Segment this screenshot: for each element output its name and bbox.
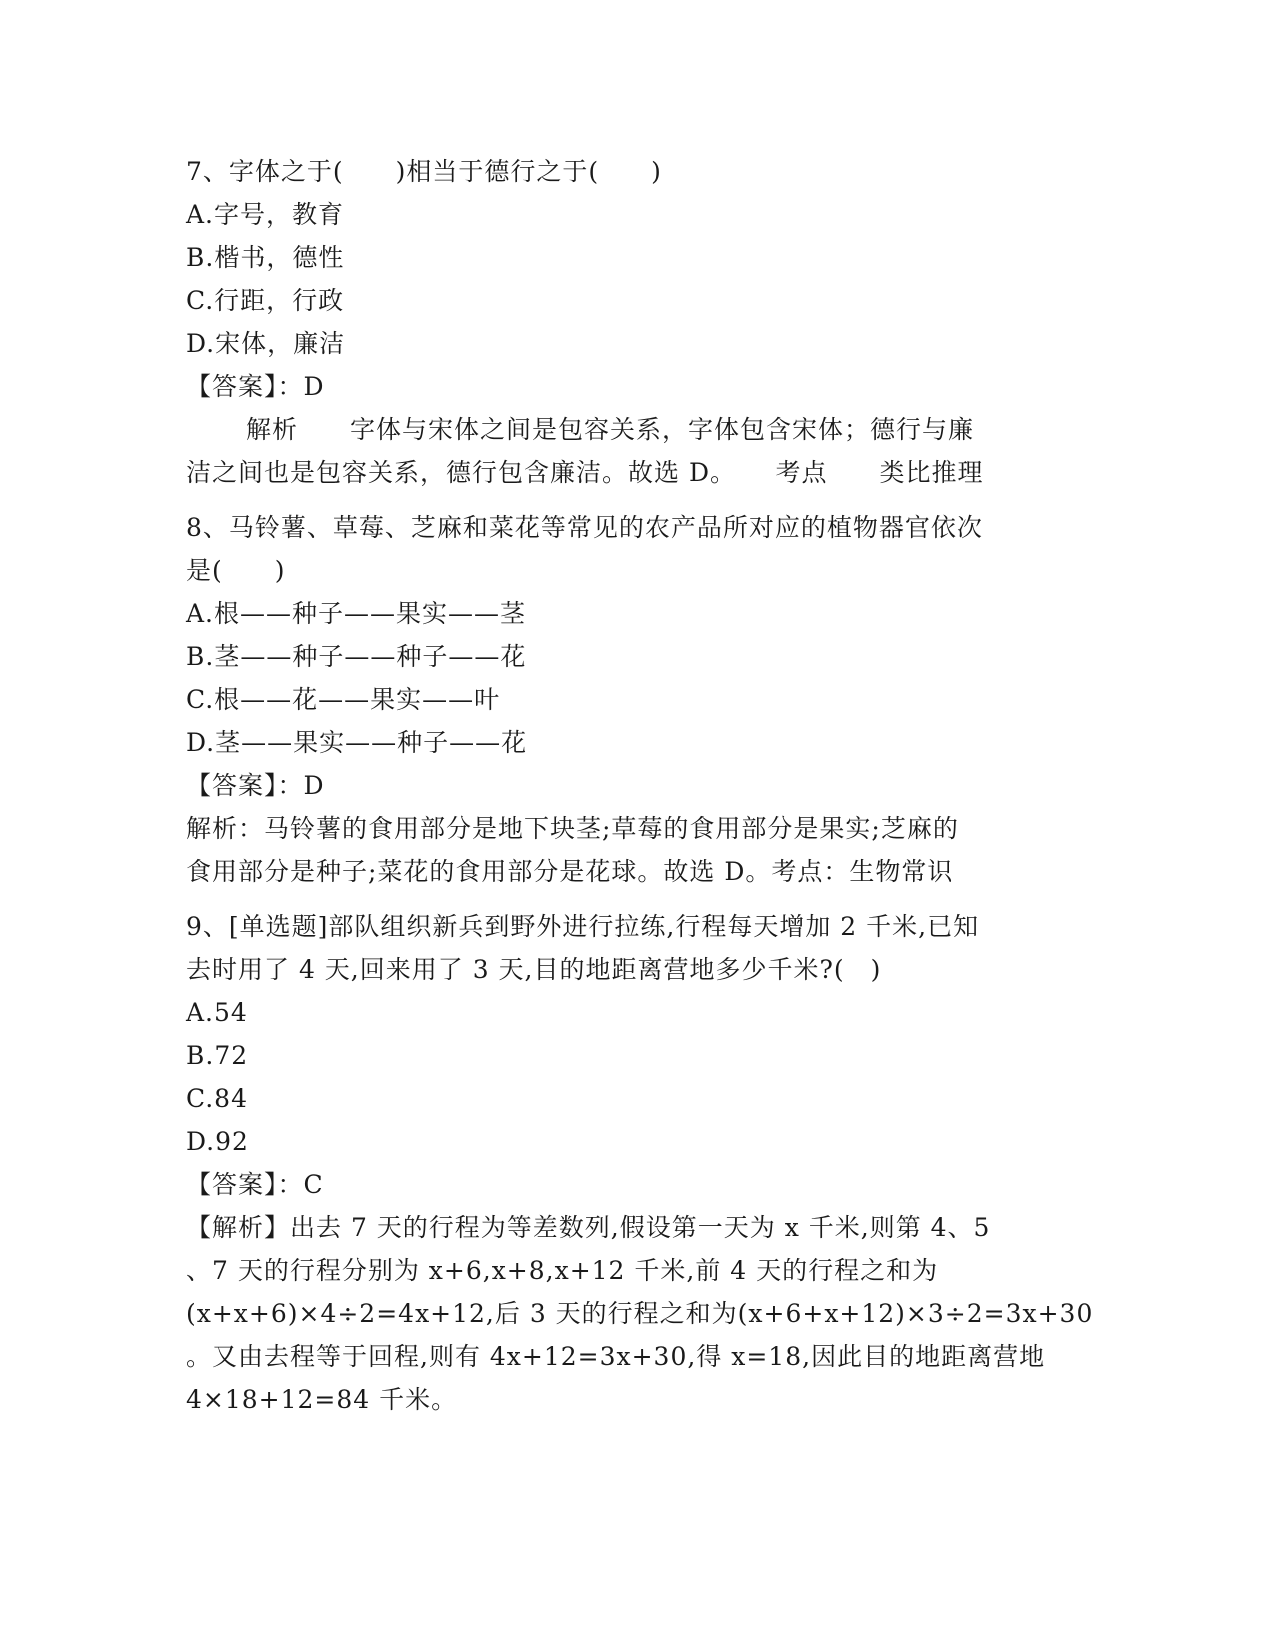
analysis-line: 解析：马铃薯的食用部分是地下块茎;草莓的食用部分是果实;芝麻的 (186, 814, 959, 843)
question-stem: 去时用了 4 天,回来用了 3 天,目的地距离营地多少千米?( ) (186, 955, 882, 984)
analysis-line: 、7 天的行程分别为 x+6,x+8,x+12 千米,前 4 天的行程之和为 (186, 1256, 939, 1285)
question-spacer (186, 893, 1086, 905)
analysis-line: 【解析】出去 7 天的行程为等差数列,假设第一天为 x 千米,则第 4、5 (186, 1213, 991, 1242)
question-7 (186, 150, 1086, 494)
option-b: B.72 (186, 1041, 249, 1070)
question-stem: 9、[单选题]部队组织新兵到野外进行拉练,行程每天增加 2 千米,已知 (186, 912, 980, 941)
analysis-line: 洁之间也是包容关系，德行包含廉洁。故选 D。 考点 类比推理 (186, 458, 984, 487)
answer-line: 【答案】：C (186, 1170, 324, 1199)
option-a: A.字号，教育 (186, 200, 345, 229)
analysis-line: 4×18+12=84 千米。 (186, 1385, 458, 1414)
option-c: C.根——花——果实——叶 (186, 685, 501, 714)
analysis-line: 食用部分是种子;菜花的食用部分是花球。故选 D。考点：生物常识 (186, 857, 954, 886)
question-stem: 是( ) (186, 556, 286, 585)
document-page (186, 150, 1094, 1421)
option-c: C.行距，行政 (186, 286, 345, 315)
question-spacer (186, 494, 1086, 506)
question-stem: 7、字体之于( )相当于德行之于( ) (186, 157, 662, 186)
option-c: C.84 (186, 1084, 248, 1113)
question-8 (186, 506, 1086, 893)
analysis-line: (x+x+6)×4÷2=4x+12,后 3 天的行程之和为(x+6+x+12)×3÷2=3x+30 (186, 1299, 1094, 1328)
option-a: A.54 (186, 998, 248, 1027)
option-d: D.茎——果实——种子——花 (186, 728, 528, 757)
option-d: D.宋体，廉洁 (186, 329, 346, 358)
option-d: D.92 (186, 1127, 249, 1156)
analysis-line: 。又由去程等于回程,则有 4x+12=3x+30,得 x=18,因此目的地距离营地 (186, 1342, 1046, 1371)
analysis-line: 解析 字体与宋体之间是包容关系，字体包含宋体；德行与廉 (246, 415, 975, 444)
question-9 (186, 905, 1094, 1421)
option-b: B.茎——种子——种子——花 (186, 642, 527, 671)
option-b: B.楷书，德性 (186, 243, 345, 272)
answer-line: 【答案】：D (186, 372, 325, 401)
answer-line: 【答案】：D (186, 771, 325, 800)
option-a: A.根——种子——果实——茎 (186, 599, 527, 628)
question-stem: 8、马铃薯、草莓、芝麻和菜花等常见的农产品所对应的植物器官依次 (186, 513, 983, 542)
